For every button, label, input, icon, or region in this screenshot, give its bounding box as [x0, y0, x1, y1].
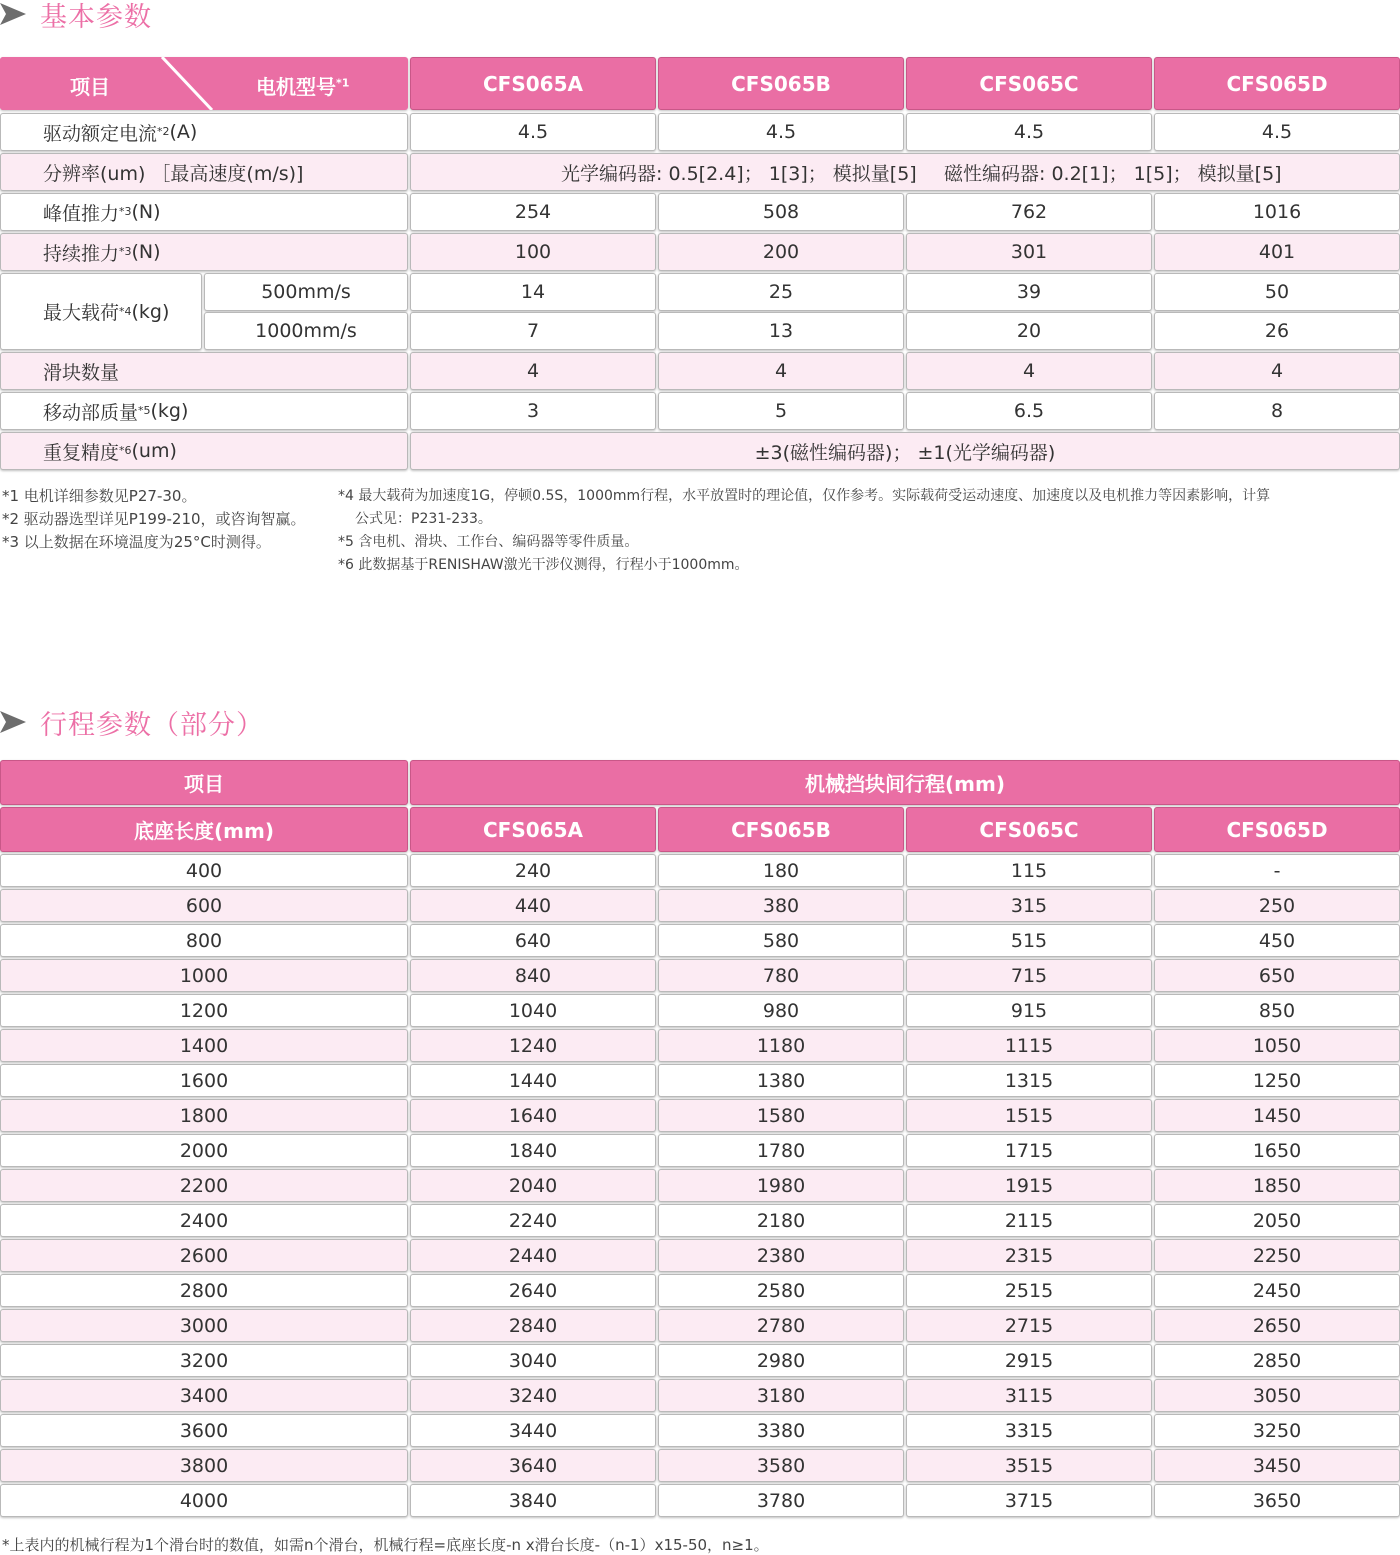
- table-row-base-length: 3400: [0, 1379, 408, 1412]
- table1-header-corner: [0, 57, 408, 110]
- table-row-cell: 1115: [906, 1029, 1152, 1062]
- cell-mass-a: 3: [410, 392, 656, 430]
- resolution-optical: 光学编码器: 0.5[2.4]； 1[3]； 模拟量[5]: [561, 162, 917, 185]
- section-basic-title: [0, 0, 152, 32]
- table-row-cell: 1450: [1154, 1099, 1400, 1132]
- table-row-cell: 2440: [410, 1239, 656, 1272]
- max-load-speed-1000: 1000mm/s: [204, 312, 408, 350]
- header2-model-d: CFS065D: [1154, 807, 1400, 852]
- table-row-cell: 2515: [906, 1274, 1152, 1307]
- cell-load1000-a: 7: [410, 312, 656, 350]
- row-label-sliders: 滑块数量: [0, 352, 408, 390]
- table-row-cell: 2915: [906, 1344, 1152, 1377]
- cell-load500-a: 14: [410, 273, 656, 311]
- notes-left: *1 电机详细参数见P27-30。 *2 驱动器选型详见P199-210，或咨询智赢。 *3 以上数据在环境温度为25°C时测得。: [2, 487, 306, 551]
- table-row-cell: 3715: [906, 1484, 1152, 1517]
- table-row-cell: 1980: [658, 1169, 904, 1202]
- table-row-cell: 780: [658, 959, 904, 992]
- table-row-cell: 2380: [658, 1239, 904, 1272]
- row-label-repeatability: 重复精度 *6 (um): [0, 432, 408, 470]
- cell-load500-d: 50: [1154, 273, 1400, 311]
- header2-model-b: CFS065B: [658, 807, 904, 852]
- section-stroke-title: [0, 704, 264, 740]
- table-row-cell: 2580: [658, 1274, 904, 1307]
- table-row-cell: 3240: [410, 1379, 656, 1412]
- resolution-magnetic: 磁性编码器: 0.2[1]； 1[5]； 模拟量[5]: [944, 162, 1282, 185]
- table-row-cell: 3440: [410, 1414, 656, 1447]
- table-row-cell: 3840: [410, 1484, 656, 1517]
- row-label-peak-force: 峰值推力 *3 (N): [0, 193, 408, 231]
- table-row-cell: 2980: [658, 1344, 904, 1377]
- table-row-cell: 1915: [906, 1169, 1152, 1202]
- cell-peak-a: 254: [410, 193, 656, 231]
- cell-sliders-b: 4: [658, 352, 904, 390]
- cell-load500-c: 39: [906, 273, 1152, 311]
- header-model-c: CFS065C: [906, 57, 1152, 110]
- table-row-base-length: 3200: [0, 1344, 408, 1377]
- table-row-cell: 1050: [1154, 1029, 1400, 1062]
- table-row-cell: 1650: [1154, 1134, 1400, 1167]
- cell-load1000-b: 13: [658, 312, 904, 350]
- table-row-cell: 1580: [658, 1099, 904, 1132]
- table-row-cell: 3250: [1154, 1414, 1400, 1447]
- table-row-cell: 3640: [410, 1449, 656, 1482]
- table-row-base-length: 1800: [0, 1099, 408, 1132]
- table-row-cell: 840: [410, 959, 656, 992]
- table-row-cell: 640: [410, 924, 656, 957]
- table-row-cell: 3040: [410, 1344, 656, 1377]
- header-model-d: CFS065D: [1154, 57, 1400, 110]
- section-title-text: 行程参数（部分）: [40, 709, 264, 741]
- table-row-base-length: 1200: [0, 994, 408, 1027]
- table-row-base-length: 2200: [0, 1169, 408, 1202]
- cell-resolution: [410, 153, 1400, 191]
- header2-model-c: CFS065C: [906, 807, 1152, 852]
- table-row-base-length: 1600: [0, 1064, 408, 1097]
- cell-peak-b: 508: [658, 193, 904, 231]
- header2-item: 项目: [0, 760, 408, 805]
- header-model-a: CFS065A: [410, 57, 656, 110]
- table-row-base-length: 3600: [0, 1414, 408, 1447]
- arrow-icon: [0, 711, 26, 733]
- table-row-cell: 2450: [1154, 1274, 1400, 1307]
- cell-mass-d: 8: [1154, 392, 1400, 430]
- table-row-cell: 315: [906, 889, 1152, 922]
- table-row-cell: 2250: [1154, 1239, 1400, 1272]
- table-row-cell: 2780: [658, 1309, 904, 1342]
- table-row-cell: 715: [906, 959, 1152, 992]
- table-row-cell: 1380: [658, 1064, 904, 1097]
- cell-load1000-d: 26: [1154, 312, 1400, 350]
- cell-cont-c: 301: [906, 233, 1152, 271]
- cell-current-d: 4.5: [1154, 113, 1400, 151]
- table-row-cell: 250: [1154, 889, 1400, 922]
- table-row-cell: 3515: [906, 1449, 1152, 1482]
- table-row-cell: 980: [658, 994, 904, 1027]
- table-row-cell: -: [1154, 854, 1400, 887]
- notes-right: *4 最大载荷为加速度1G，停顿0.5S，1000mm行程，水平放置时的理论值，仅作参考。实际载荷受运动速度、加速度以及电机推力等因素影响，计算 公式见：P231-233。 *5 含电机、滑块、工作台、编码器等零件质量。 *6 此数据基于RENISHAW激光干涉仪测得，行程小于1000mm。: [338, 488, 1271, 573]
- cell-current-b: 4.5: [658, 113, 904, 151]
- table-row-cell: 440: [410, 889, 656, 922]
- cell-peak-d: 1016: [1154, 193, 1400, 231]
- table-row-cell: 515: [906, 924, 1152, 957]
- table-row-base-length: 800: [0, 924, 408, 957]
- table-row-cell: 2840: [410, 1309, 656, 1342]
- table-row-cell: 3050: [1154, 1379, 1400, 1412]
- table-row-base-length: 1000: [0, 959, 408, 992]
- table-row-cell: 2240: [410, 1204, 656, 1237]
- table-row-cell: 3650: [1154, 1484, 1400, 1517]
- table-row-base-length: 600: [0, 889, 408, 922]
- table-row-base-length: 1400: [0, 1029, 408, 1062]
- table-row-cell: 2715: [906, 1309, 1152, 1342]
- table-row-base-length: 2600: [0, 1239, 408, 1272]
- table-row-cell: 1640: [410, 1099, 656, 1132]
- cell-current-c: 4.5: [906, 113, 1152, 151]
- cell-sliders-a: 4: [410, 352, 656, 390]
- table-row-cell: 1040: [410, 994, 656, 1027]
- cell-cont-b: 200: [658, 233, 904, 271]
- table-row-base-length: 2800: [0, 1274, 408, 1307]
- table-row-cell: 1840: [410, 1134, 656, 1167]
- row-label-current: 驱动额定电流 *2 (A): [0, 113, 408, 151]
- cell-current-a: 4.5: [410, 113, 656, 151]
- table-row-cell: 450: [1154, 924, 1400, 957]
- table-row-cell: 3580: [658, 1449, 904, 1482]
- cell-cont-a: 100: [410, 233, 656, 271]
- table-row-cell: 850: [1154, 994, 1400, 1027]
- cell-sliders-d: 4: [1154, 352, 1400, 390]
- table-row-cell: 1715: [906, 1134, 1152, 1167]
- header-item-label: 项目: [70, 75, 110, 99]
- table-row-cell: 2180: [658, 1204, 904, 1237]
- table-row-cell: 650: [1154, 959, 1400, 992]
- table-row-base-length: 3000: [0, 1309, 408, 1342]
- cell-cont-d: 401: [1154, 233, 1400, 271]
- table-row-cell: 1440: [410, 1064, 656, 1097]
- table-row-cell: 915: [906, 994, 1152, 1027]
- table-row-cell: 3315: [906, 1414, 1152, 1447]
- arrow-icon: [0, 3, 26, 25]
- header-model-b: CFS065B: [658, 57, 904, 110]
- table-row-cell: 180: [658, 854, 904, 887]
- table-row-cell: 1515: [906, 1099, 1152, 1132]
- header2-stroke: 机械挡块间行程(mm): [410, 760, 1400, 805]
- table-row-cell: 240: [410, 854, 656, 887]
- table-row-base-length: 2000: [0, 1134, 408, 1167]
- cell-mass-b: 5: [658, 392, 904, 430]
- table-row-cell: 3115: [906, 1379, 1152, 1412]
- table-row-base-length: 400: [0, 854, 408, 887]
- cell-load500-b: 25: [658, 273, 904, 311]
- row-label-resolution: 分辨率(um) ［最高速度(m/s)]: [0, 153, 408, 191]
- table-row-cell: 1240: [410, 1029, 656, 1062]
- table-row-cell: 580: [658, 924, 904, 957]
- max-load-speed-500: 500mm/s: [204, 273, 408, 311]
- table-row-cell: 2115: [906, 1204, 1152, 1237]
- table-row-cell: 3450: [1154, 1449, 1400, 1482]
- cell-repeatability: ±3(磁性编码器)； ±1(光学编码器): [410, 432, 1400, 470]
- table-row-cell: 2850: [1154, 1344, 1400, 1377]
- section-title-text: 基本参数: [40, 1, 152, 33]
- table-row-base-length: 3800: [0, 1449, 408, 1482]
- table-row-cell: 380: [658, 889, 904, 922]
- table-row-cell: 3780: [658, 1484, 904, 1517]
- table-row-cell: 1180: [658, 1029, 904, 1062]
- stroke-footnote: *上表内的机械行程为1个滑台时的数值，如需n个滑台，机械行程=底座长度-n x滑台长度-（n-1）x15-50，n≥1。: [2, 1536, 769, 1554]
- table-row-base-length: 4000: [0, 1484, 408, 1517]
- cell-peak-c: 762: [906, 193, 1152, 231]
- table-row-cell: 3180: [658, 1379, 904, 1412]
- table-row-cell: 2640: [410, 1274, 656, 1307]
- header2-base-length: 底座长度(mm): [0, 807, 408, 852]
- cell-sliders-c: 4: [906, 352, 1152, 390]
- table-row-cell: 115: [906, 854, 1152, 887]
- header2-model-a: CFS065A: [410, 807, 656, 852]
- table-row-cell: 1315: [906, 1064, 1152, 1097]
- cell-load1000-c: 20: [906, 312, 1152, 350]
- table-row-cell: 1780: [658, 1134, 904, 1167]
- row-label-max-load: 最大载荷 *4 (kg): [0, 273, 202, 350]
- table-row-cell: 2050: [1154, 1204, 1400, 1237]
- header-model-label: 电机型号$^{*1}$: [256, 75, 350, 99]
- table-row-cell: 1850: [1154, 1169, 1400, 1202]
- row-label-cont-force: 持续推力 *3 (N): [0, 233, 408, 271]
- table-row-cell: 2650: [1154, 1309, 1400, 1342]
- table-row-cell: 2040: [410, 1169, 656, 1202]
- table-row-cell: 2315: [906, 1239, 1152, 1272]
- table-row-base-length: 2400: [0, 1204, 408, 1237]
- row-label-moving-mass: 移动部质量 *5 (kg): [0, 392, 408, 430]
- cell-mass-c: 6.5: [906, 392, 1152, 430]
- table-row-cell: 1250: [1154, 1064, 1400, 1097]
- table-row-cell: 3380: [658, 1414, 904, 1447]
